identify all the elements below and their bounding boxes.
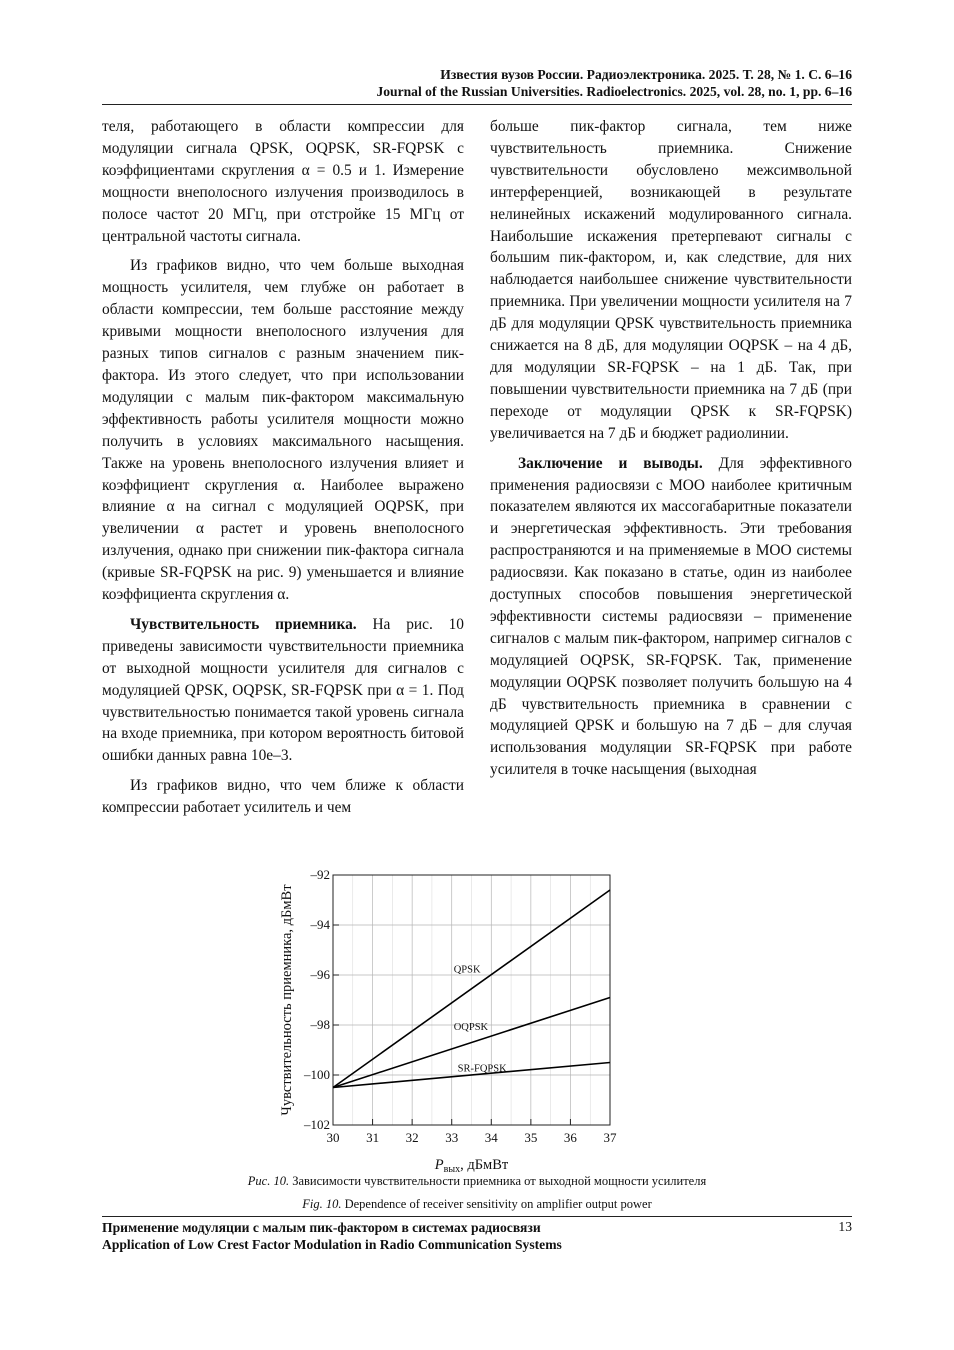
y-tick-label: –96 — [310, 967, 330, 982]
series-label: QPSK — [453, 964, 481, 976]
paragraph: теля, работающего в области компрессии для модуляции сигнала QPSK, OQPSK, SR-FQPSK с коэффициентами скругления α = 0.5 и 1. Измерение мощности внеполосного излучения производилось в полосе частот 20 МГц, при отстройке 15 МГц от центральной частоты сигнала. — [102, 118, 464, 245]
journal-header-ru: Известия вузов России. Радиоэлектроника. 2025. Т. 28, № 1. С. 6–16 — [440, 67, 852, 82]
caption-label: Рис. 10. — [247, 1174, 290, 1188]
header-divider — [102, 104, 852, 105]
x-axis-label-symbol: P — [434, 1157, 444, 1173]
series-label: SR-FQPSK — [457, 1063, 507, 1075]
x-axis-label-subscript: вых — [443, 1164, 461, 1175]
x-tick-label: 36 — [563, 1130, 577, 1145]
x-tick-label: 32 — [405, 1130, 419, 1145]
y-tick-label: –98 — [310, 1017, 330, 1032]
journal-header — [102, 66, 852, 100]
caption-text: Dependence of receiver sensitivity on amplifier output power — [341, 1197, 652, 1211]
x-tick-label: 35 — [524, 1130, 538, 1145]
article-title-ru: Применение модуляции с малым пик-фактором в системах радиосвязи — [102, 1220, 541, 1235]
paragraph-text: Для эффективного применения радиосвязи с МОО наиболее критичным показателем являются их массогабаритные показатели и энергетическая эффективность. Эти требования распространяются и на применяемые в МОО системы радиосвязи. Как показано в статье, один из наиболее доступных способов повышения энергетической эффективности системы радиосвязи – применение сигналов с малым пик-фактором, например сигналов с модуляцией OQPSK, SR-FQPSK. Так, применение модуляции OQPSK позволяет получить большую на 4 дБ чувствительность приемника в сравнении с модуляцией QPSK и большую на 7 дБ – для случая использования модуляции SR-FQPSK при работе усилителя в точке насыщения (выходная — [490, 454, 853, 779]
series-label: OQPSK — [453, 1022, 489, 1033]
section-heading: Заключение и выводы. — [518, 454, 703, 472]
paragraph: больше пик-фактор сигнала, тем ниже чувствительность приемника. Снижение чувствительности обусловлено межсимвольной интерференцией, возникающей в результате нелинейных искажений модулированного сигнала. Наибольшие искажения претерпевают сигналы с большим пик-фактором, и, как следствие, для них наблюдается наибольшее снижение чувствительности приемника. При увеличении мощности усилителя на 7 дБ для модуляции QPSK чувствительность приемника снижается на 8 дБ, для модуляции OQPSK – на 4 дБ, для модуляции SR-FQPSK – на 1 дБ. Так, при повышении чувствительности приемника на 7 дБ (при переходе от модуляции QPSK к SR-FQPSK) увеличивается на 7 дБ и бюджет радиолинии. — [490, 118, 852, 442]
journal-header-en: Journal of the Russian Universities. Radioelectronics. 2025, vol. 28, no. 1, pp. 6–16 — [376, 84, 852, 99]
x-tick-label: 34 — [484, 1130, 498, 1145]
y-tick-label: –102 — [304, 1117, 330, 1132]
section-heading: Чувствительность приемника. — [130, 615, 357, 633]
y-tick-label: –100 — [304, 1067, 330, 1082]
paragraph-conclusions — [490, 453, 852, 782]
left-column — [102, 116, 464, 827]
caption-label: Fig. 10. — [302, 1197, 342, 1211]
right-column — [490, 116, 852, 789]
article-footer — [102, 1219, 802, 1253]
caption-text: Зависимости чувствительности приемника от выходной мощности усилителя — [289, 1174, 707, 1188]
paragraph-text: На рис. 10 приведены зависимости чувствительности приемника от выходной мощности усилителя для сигналов с модуляцией QPSK, OQPSK, SR-FQPSK при α = 1. Под чувствительностью понимается такой уровень сигнала на входе приемника, при котором вероятность битовой ошибки данных равна 10e–3. — [102, 615, 464, 765]
y-tick-label: –94 — [310, 917, 330, 932]
x-tick-label: 31 — [366, 1130, 380, 1145]
y-tick-label: –92 — [310, 867, 330, 882]
paragraph-sensitivity — [102, 614, 464, 767]
figure-10 — [270, 866, 630, 1176]
article-title-en: Application of Low Crest Factor Modulation in Radio Communication Systems — [102, 1237, 562, 1252]
x-tick-label: 37 — [603, 1130, 617, 1145]
paragraph: Из графиков видно, что чем ближе к области компрессии работает усилитель и чем — [102, 777, 464, 817]
footer-divider — [102, 1216, 852, 1217]
page-number: 13 — [838, 1219, 852, 1234]
y-axis-label: Чувствительность приемника, дБмВт — [279, 884, 295, 1116]
x-tick-label: 30 — [326, 1130, 340, 1145]
figure-caption-ru — [102, 1173, 852, 1189]
x-axis-label-unit: , дБмВт — [460, 1157, 509, 1173]
figure-caption-en — [102, 1196, 852, 1212]
paragraph: Из графиков видно, что чем больше выходная мощность усилителя, чем глубже он работает в области компрессии, тем больше расстояние между кривыми мощности внеполосного излучения для разных типов сигналов с разным значением пик-фактора. Из этого следует, что при использовании модуляции с малым пик-фактором максимальную эффективность работы усилителя мощности можно получить в условиях максимального насыщения. Также на уровень внеполосного излучения влияет и коэффициент скругления α. Наиболее выражено влияние α на сигнал с модуляцией OQPSK, при увеличении α растет и уровень внеполосного излучения, однако при снижении пик-фактора сигнала (кривые SR-FQPSK на рис. 9) уменьшается и влияние коэффициента скругления α. — [102, 257, 464, 604]
x-tick-label: 33 — [445, 1130, 459, 1145]
sensitivity-chart — [270, 866, 630, 1176]
